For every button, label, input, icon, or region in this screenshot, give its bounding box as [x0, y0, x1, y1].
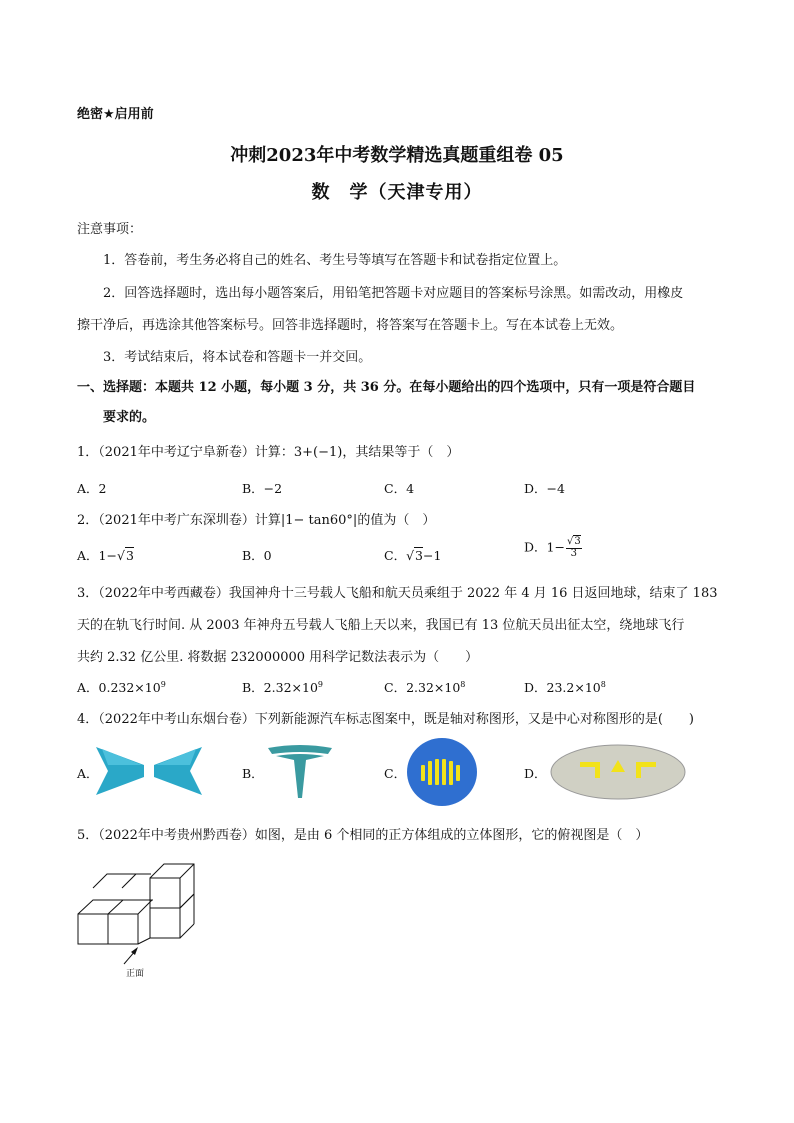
option-c[interactable]: C． — [384, 766, 407, 781]
logo-option-d-icon — [550, 744, 686, 800]
option-c[interactable]: C．√3−1 — [384, 548, 442, 563]
option-b[interactable]: B． — [242, 766, 264, 781]
option-a[interactable]: A． — [77, 766, 99, 781]
option-a[interactable]: A．1−√3 — [77, 548, 134, 563]
notes-heading: 注意事项： — [77, 222, 143, 237]
note-item-continued: 擦干净后，再选涂其他答案标号。回答非选择题时，将答案写在答题卡上。写在本试卷上无效。 — [77, 318, 624, 333]
question-3-line: 3．（2022年中考西藏卷）我国神舟十三号载人飞船和航天员乘组于 2022 年 4 月 16 日返回地球，结束了 183 — [77, 586, 718, 601]
option-d[interactable]: D． — [524, 766, 547, 781]
option-b[interactable]: B．0 — [242, 548, 272, 563]
option-b[interactable]: B．−2 — [242, 481, 283, 496]
option-d[interactable]: D．−4 — [524, 481, 565, 496]
cube-stack-figure — [74, 858, 204, 978]
option-d[interactable]: D．1− $\frac{√3}{3}$ — [524, 536, 581, 559]
front-view-label: 正面 — [126, 969, 145, 979]
question-1-stem: 1．（2021年中考辽宁阜新卷）计算：3+(−1)，其结果等于（ ） — [77, 445, 460, 460]
question-3-line: 天的在轨飞行时间. 从 2003 年神舟五号载人飞船上天以来，我国已有 13 位航天员出征太空，绕地球飞行 — [77, 618, 685, 633]
question-3-line: 共约 2.32 亿公里. 将数据 232000000 用科学记数法表示为（ ） — [77, 650, 479, 665]
exam-title: 冲刺2023年中考数学精选真题重组卷 05 — [230, 145, 564, 166]
section-heading: 一、选择题：本题共 12 小题，每小题 3 分，共 36 分。在每小题给出的四个选项中，只有一项是符合题目 — [77, 380, 696, 395]
option-d[interactable]: D．$23.2\times 10^8$ — [524, 679, 606, 695]
option-c[interactable]: C．4 — [384, 481, 415, 496]
note-item: 2．回答选择题时，选出每小题答案后，用铅笔把答题卡对应题目的答案标号涂黑。如需改动，用橡皮 — [103, 286, 684, 301]
confidential-label: 绝密★启用前 — [77, 107, 154, 122]
question-2-stem: 2．（2021年中考广东深圳卷）计算|1− tan60°|的值为（ ） — [77, 513, 436, 528]
fraction: $\frac{√3}{3}$ — [566, 536, 581, 559]
question-4-stem: 4．（2022年中考山东烟台卷）下列新能源汽车标志图案中，既是轴对称图形，又是中心对称图形的是( ) — [77, 712, 694, 727]
option-a[interactable]: A．2 — [77, 481, 107, 496]
option-b[interactable]: B．$2.32\times 10^9$ — [242, 679, 323, 695]
exam-subtitle: 数 学（天津专用） — [311, 182, 483, 203]
section-heading-continued: 要求的。 — [103, 410, 156, 425]
option-a[interactable]: A．$0.232\times 10^9$ — [77, 679, 166, 695]
note-item: 1．答卷前，考生务必将自己的姓名、考生号等填写在答题卡和试卷指定位置上。 — [103, 253, 567, 268]
math-expression: |1− tan60°| — [280, 513, 358, 528]
math-expression: 3+(−1) — [293, 445, 343, 460]
logo-option-a-icon — [94, 743, 204, 799]
option-c[interactable]: C．$2.32\times 10^8$ — [384, 679, 466, 695]
logo-option-c-icon — [406, 737, 478, 807]
logo-option-b-icon — [266, 744, 334, 800]
note-item: 3．考试结束后，将本试卷和答题卡一并交回。 — [103, 350, 372, 365]
question-5-stem: 5．（2022年中考贵州黔西卷）如图，是由 6 个相同的正方体组成的立体图形，它的俯视图是（ ） — [77, 828, 649, 843]
